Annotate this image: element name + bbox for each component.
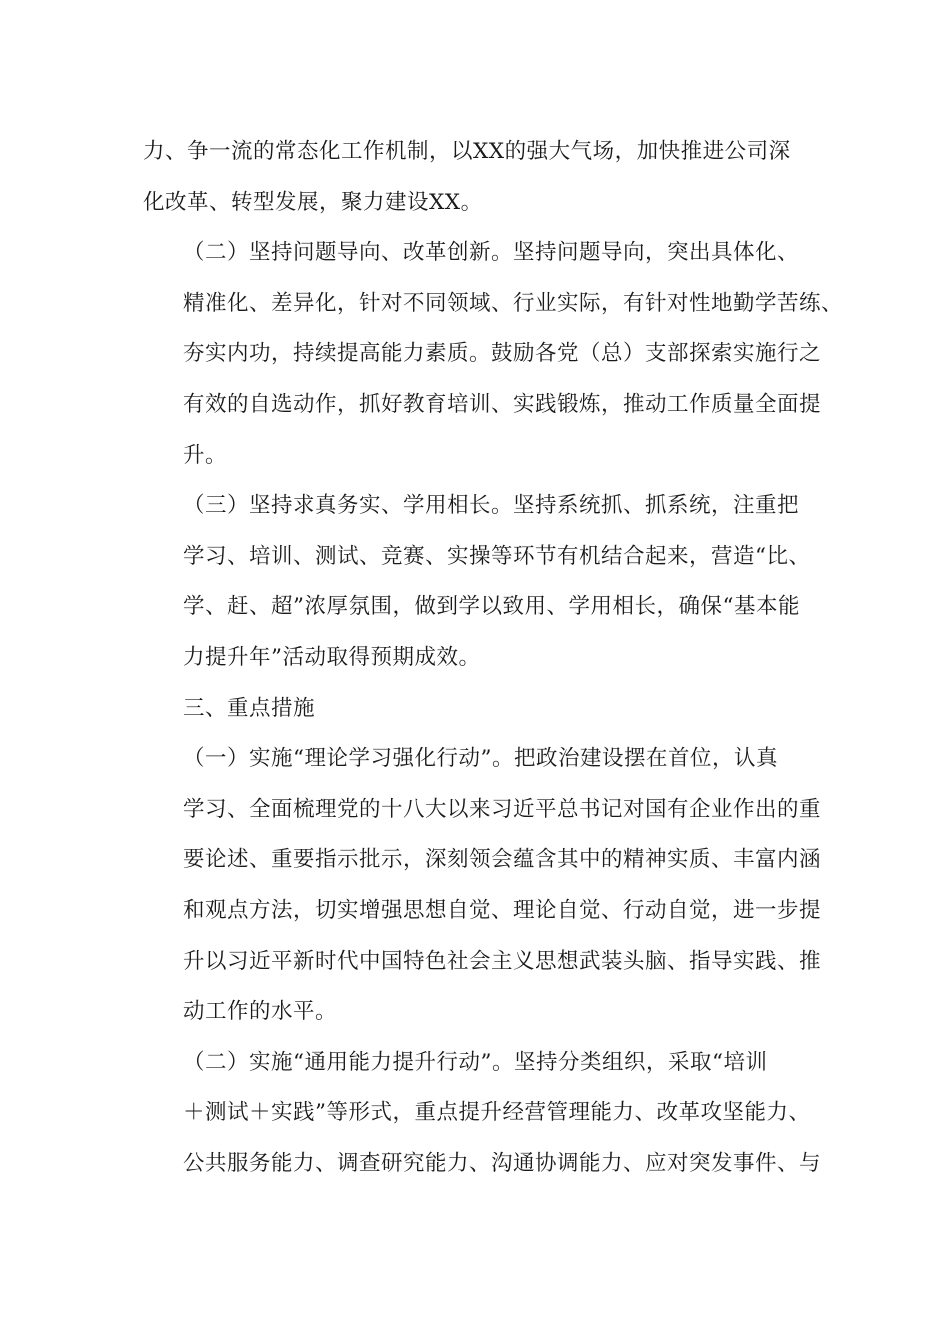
text-line: 升。 — [183, 442, 228, 468]
text-line: ＋测试＋实践”等形式，重点提升经营管理能力、改革攻坚能力、 — [183, 1100, 811, 1126]
text-line: 精准化、差异化，针对不同领域、行业实际，有针对性地勤学苦练、 — [183, 290, 844, 316]
body-paragraph — [143, 1038, 822, 1190]
text-line: 有效的自选动作，抓好教育培训、实践锻炼，推动工作质量全面提 — [183, 391, 822, 417]
body-paragraph — [143, 228, 844, 481]
text-line: 三、重点措施 — [183, 695, 316, 721]
text-line: （二）坚持问题导向、改革创新。坚持问题导向，突出具体化、 — [183, 240, 800, 266]
text-line: 公共服务能力、调查研究能力、沟通协调能力、应对突发事件、与 — [183, 1150, 822, 1176]
text-line: （二）实施“通用能力提升行动”。坚持分类组织，采取“培训 — [183, 1049, 768, 1075]
text-line: 力提升年”活动取得预期成效。 — [183, 644, 481, 670]
body-paragraph — [143, 684, 808, 735]
text-line: （三）坚持求真务实、学用相长。坚持系统抓、抓系统，注重把 — [183, 493, 800, 519]
text-line: 要论述、重要指示批示，深刻领会蕴含其中的精神实质、丰富内涵 — [183, 847, 822, 873]
text-line: （一）实施“理论学习强化行动”。把政治建设摆在首位，认真 — [183, 746, 778, 772]
body-paragraph — [143, 734, 822, 1038]
text-line: 动工作的水平。 — [183, 999, 338, 1025]
text-line: 夯实内功，持续提高能力素质。鼓励各党（总）支部探索实施行之 — [183, 341, 822, 367]
text-line: 化改革、转型发展，聚力建设XX。 — [143, 189, 483, 215]
text-line: 力、争一流的常态化工作机制，以XX的强大气场，加快推进公司深 — [143, 139, 791, 164]
text-line: 学习、培训、测试、竞赛、实操等环节有机结合起来，营造“比、 — [183, 543, 811, 569]
text-line: 升以习近平新时代中国特色社会主义思想武装头脑、指导实践、推 — [183, 948, 822, 974]
body-paragraph — [143, 127, 808, 228]
text-line: 学习、全面梳理党的十八大以来习近平总书记对国有企业作出的重 — [183, 796, 822, 822]
text-line: 学、赶、超”浓厚氛围，做到学以致用、学用相长，确保“基本能 — [183, 594, 800, 620]
body-paragraph — [143, 481, 811, 683]
text-line: 和观点方法，切实增强思想自觉、理论自觉、行动自觉，进一步提 — [183, 897, 822, 923]
document-body — [143, 127, 844, 1189]
